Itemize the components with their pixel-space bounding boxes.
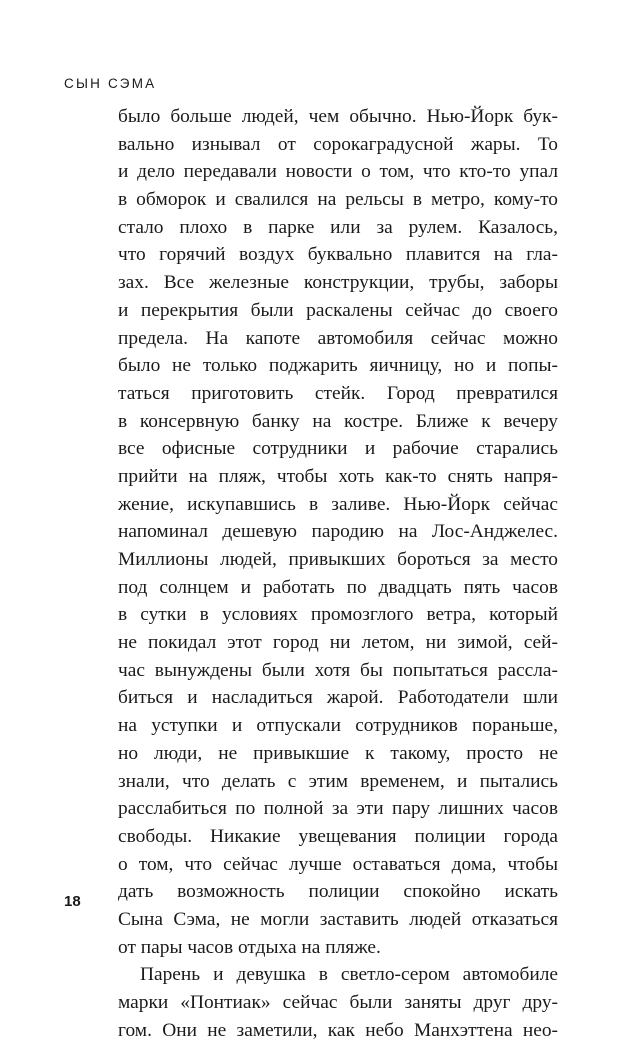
page-number: 18 [64,893,81,910]
text-line: было не только поджарить яичницу, но и попы- [118,355,558,377]
text-line: что горячий воздух буквально плавится на гла- [118,244,558,266]
text-line: но люди, не привыкшие к такому, просто не [118,742,558,764]
text-line: гом. Они не заметили, как небо Манхэттена нео- [118,1019,558,1041]
text-line: и перекрытия были раскалены сейчас до своего [118,299,558,321]
text-line: Парень и девушка в светло-сером автомобиле [140,964,558,986]
text-line: не покидал этот город ни летом, ни зимой, сей- [118,632,558,654]
text-line: на уступки и отпускали сотрудников пораньше, [118,715,558,737]
text-line: Миллионы людей, привыкших бороться за место [118,549,558,570]
body-text [118,103,558,1044]
text-line: стало плохо в парке или за рулем. Казалось, [118,216,558,238]
text-line: предела. На капоте автомобиля сейчас можно [118,327,558,349]
text-line: знали, что делать с этим временем, и пытались [118,770,558,792]
text-line: в сутки в условиях промозглого ветра, который [118,604,558,626]
text-line: прийти на пляж, чтобы хоть как-то снять напря- [118,465,558,487]
text-line: дать возможность полиции спокойно искать [118,881,558,903]
text-line: свободы. Никакие увещевания полиции города [118,825,558,847]
text-line: жение, искупавшись в заливе. Нью-Йорк сейчас [118,493,558,515]
running-header: СЫН СЭМА [64,76,157,91]
text-line: расслабиться по полной за эти пару лишних часов [118,798,558,820]
text-line: биться и насладиться жарой. Работодатели шли [118,687,558,709]
text-line: таться приготовить стейк. Город превратился [118,382,558,404]
text-line: в обморок и свалился на рельсы в метро, кому-то [118,189,558,211]
paragraph [118,103,558,961]
text-line: все офисные сотрудники и рабочие старались [118,438,558,460]
text-line: Сына Сэма, не могли заставить людей отказаться [118,908,558,930]
text-line: и дело передавали новости о том, что кто-то упал [118,161,558,183]
text-line: марки «Понтиак» сейчас были заняты друг дру- [118,992,558,1013]
text-line: зах. Все железные конструкции, трубы, заборы [118,272,558,294]
text-line: в консервную банку на костре. Ближе к вечеру [118,410,558,432]
text-line: было больше людей, чем обычно. Нью-Йорк бук- [118,106,558,127]
paragraph [118,961,558,1044]
text-line: час вынуждены были хотя бы попытаться рассла- [118,659,558,681]
text-line: о том, что сейчас лучше оставаться дома, чтобы [118,853,558,875]
text-line: вально изнывал от сорокаградусной жары. То [118,133,558,155]
text-line: под солнцем и работать по двадцать пять часов [118,576,558,598]
text-line: напоминал дешевую пародию на Лос-Анджелес. [118,521,558,543]
text-line: от пары часов отдыха на пляже. [118,936,381,958]
